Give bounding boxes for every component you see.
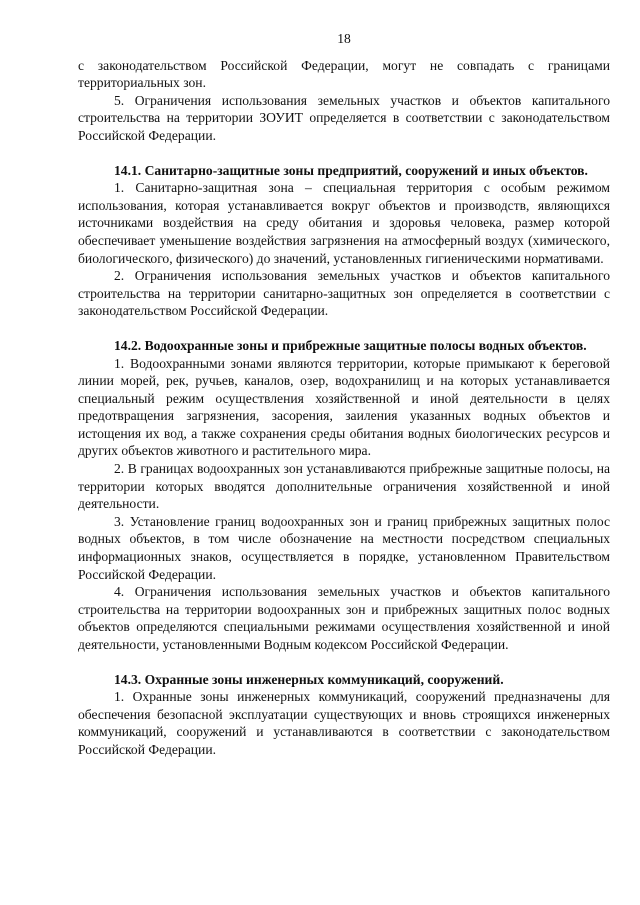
document-page [78, 30, 610, 759]
spacer [78, 145, 610, 162]
section-14-2-paragraph-3: 3. Установление границ водоохранных зон и границ прибрежных защитных полос водных объектов, в том числе обозначение на местности посредством специальных информационных знаков, осуществляется в порядке, установленном Правительством Российской Федерации. [78, 513, 610, 582]
section-14-2-paragraph-1: 1. Водоохранными зонами являются территории, которые примыкают к береговой линии морей, рек, ручьев, каналов, озер, водохранилищ и на которых устанавливается специальный режим осуществления хозяйственной и иной деятельности в целях предотвращения загрязнения, засорения, заиления указанных водных объектов и истощения их вод, а также сохранения среды обитания водных биологических ресурсов и других объектов животного и растительного мира. [78, 355, 610, 459]
page-number: 18 [337, 31, 351, 46]
spacer [78, 320, 610, 337]
section-14-1-heading: 14.1. Санитарно-защитные зоны предприятий, сооружений и иных объектов. [114, 162, 588, 178]
intro-paragraph-2: 5. Ограничения использования земельных участков и объектов капитального строительства на территории ЗОУИТ определяется в соответствии с законодательством Российской Федерации. [78, 92, 610, 143]
section-14-1-paragraph-1: 1. Санитарно-защитная зона – специальная территория с особым режимом использования, которая устанавливается вокруг объектов и производств, являющихся источниками воздействия на среду обитания и здоровья человека, размер которой обеспечивает уменьшение воздействия загрязнения на атмосферный воздух (химического, биологического, физического) до значений, установленных гигиеническими нормативами. [78, 180, 610, 266]
section-14-3-heading: 14.3. Охранные зоны инженерных коммуникаций, сооружений. [114, 671, 504, 687]
section-14-3-paragraph-1: 1. Охранные зоны инженерных коммуникаций, сооружений предназначены для обеспечения безопасной эксплуатации существующих и вновь строящихся инженерных коммуникаций, сооружений и устанавливаются в соответствии с законодательством Российской Федерации. [78, 689, 610, 757]
intro-paragraph-1: с законодательством Российской Федерации, могут не совпадать с границами территориальных зон. [78, 57, 610, 91]
section-14-1-paragraph-2: 2. Ограничения использования земельных участков и объектов капитального строительства на территории санитарно-защитных зон определяется в соответствии с законодательством Российской Федерации. [78, 268, 610, 319]
section-14-2-paragraph-4: 4. Ограничения использования земельных участков и объектов капитального строительства на территории водоохранных зон и прибрежных защитных полос водных объектов определяются специальными режимами осуществления хозяйственной и иной деятельности, установленными Водным кодексом Российской Федерации. [78, 584, 610, 652]
spacer [78, 654, 610, 671]
section-14-2-heading: 14.2. Водоохранные зоны и прибрежные защитные полосы водных объектов. [114, 337, 587, 353]
section-14-2-paragraph-2: 2. В границах водоохранных зон устанавливаются прибрежные защитные полосы, на территории которых вводятся дополнительные ограничения хозяйственной и иной деятельности. [78, 461, 610, 512]
